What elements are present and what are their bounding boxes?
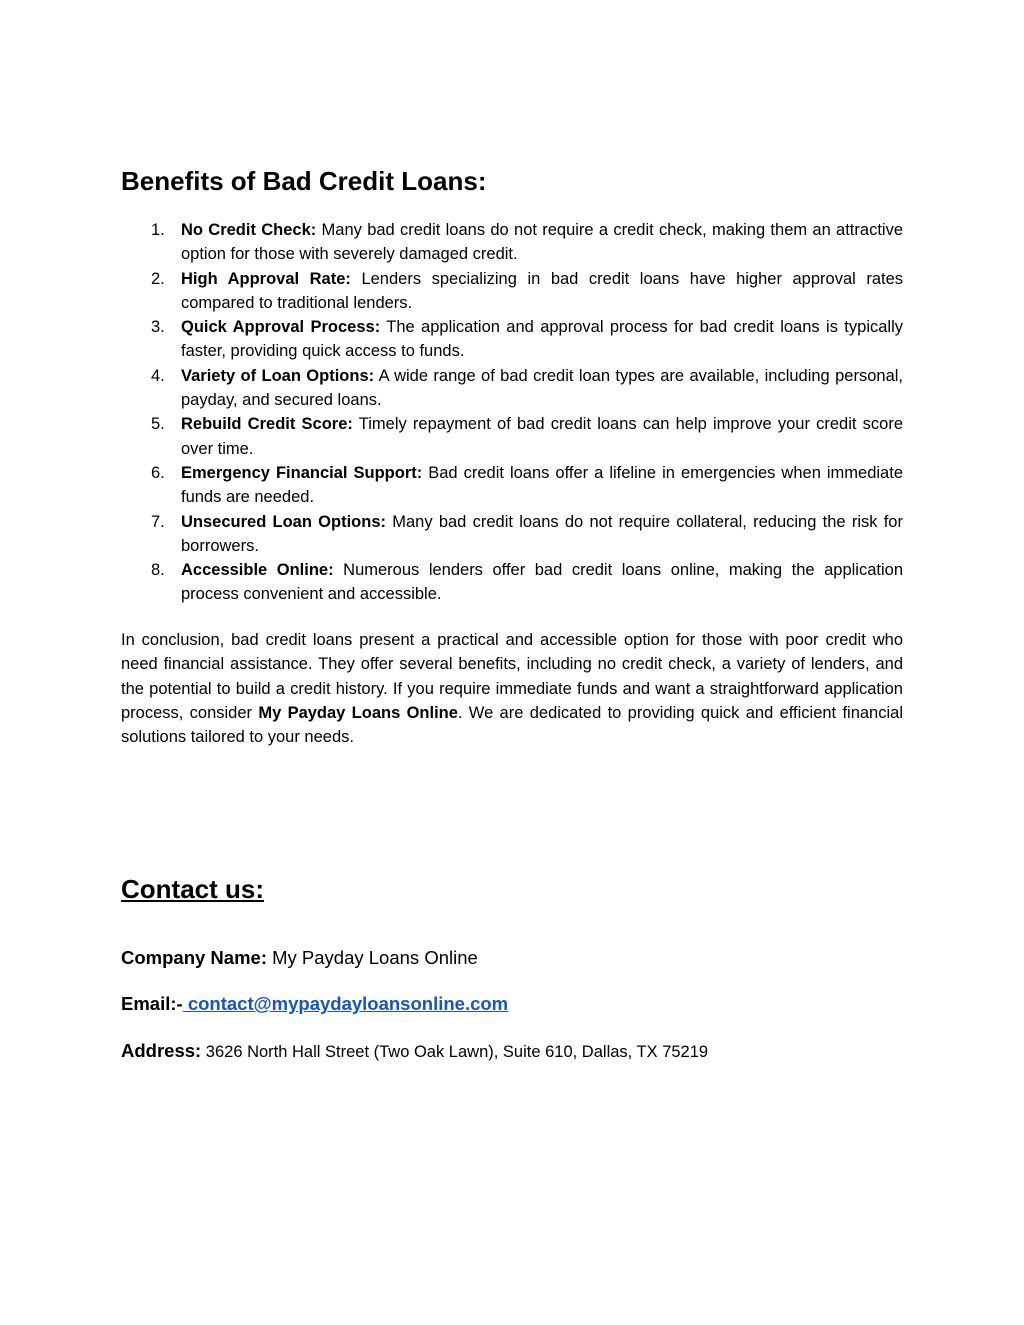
list-item-term: Variety of Loan Options: bbox=[181, 366, 375, 385]
list-item-text: Lenders specializing in bad credit loans have higher approval rates compared to traditional lenders. bbox=[181, 269, 904, 312]
email-label: Email:- bbox=[121, 993, 183, 1014]
conclusion-brand: My Payday Loans Online bbox=[258, 703, 458, 722]
list-item-text: The application and approval process for bad credit loans is typically faster, providing quick access to funds. bbox=[181, 318, 903, 361]
list-item-term: High Approval Rate: bbox=[181, 269, 351, 288]
list-item bbox=[121, 461, 903, 510]
list-item-text: Timely repayment of bad credit loans can help improve your credit score over time. bbox=[181, 415, 903, 458]
company-line bbox=[121, 946, 478, 970]
list-item-number: 5. bbox=[151, 415, 165, 434]
company-label: Company Name: bbox=[121, 947, 267, 968]
benefits-heading: Benefits of Bad Credit Loans: bbox=[121, 166, 487, 196]
list-item-number: 8. bbox=[151, 561, 165, 580]
list-item-term: Rebuild Credit Score: bbox=[181, 415, 353, 434]
address-label: Address: bbox=[121, 1040, 202, 1061]
company-value: My Payday Loans Online bbox=[266, 947, 478, 968]
list-item-term: Quick Approval Process: bbox=[181, 318, 381, 337]
list-item-term: Unsecured Loan Options: bbox=[181, 512, 386, 531]
conclusion-text-before: In conclusion, bad credit loans present a practical and accessible option for those with poor credit who need financial assistance. They offer several benefits, including no credit check, a variety of lenders, and the potential to build a credit history. If you require immediate funds and want a straightforward application process, consider bbox=[121, 631, 903, 722]
list-item bbox=[121, 315, 903, 364]
list-item-number: 4. bbox=[151, 366, 165, 385]
address-value: 3626 North Hall Street (Two Oak Lawn), Suite 610, Dallas, TX 75219 bbox=[201, 1043, 709, 1061]
list-item bbox=[121, 218, 903, 267]
benefits-list bbox=[121, 218, 903, 607]
list-item-number: 3. bbox=[151, 318, 165, 337]
list-item-number: 6. bbox=[151, 463, 165, 482]
list-item-text: Bad credit loans offer a lifeline in emergencies when immediate funds are needed. bbox=[181, 463, 903, 507]
list-item-text: Numerous lenders offer bad credit loans online, making the application process convenient and accessible. bbox=[181, 561, 904, 604]
list-item-term: No Credit Check: bbox=[181, 221, 317, 239]
conclusion-paragraph bbox=[121, 628, 903, 749]
list-item bbox=[121, 412, 903, 461]
list-item bbox=[121, 364, 903, 413]
list-item bbox=[121, 510, 903, 559]
email-line bbox=[121, 992, 508, 1016]
contact-heading: Contact us: bbox=[121, 874, 264, 904]
address-line bbox=[121, 1039, 708, 1064]
list-item-number: 7. bbox=[151, 512, 165, 531]
list-item-text: A wide range of bad credit loan types are available, including personal, payday, and secured loans. bbox=[181, 366, 904, 410]
list-item-number: 1. bbox=[151, 221, 165, 239]
list-item-text: Many bad credit loans do not require a credit check, making them an attractive option for those with severely damaged credit. bbox=[181, 221, 903, 264]
list-item bbox=[121, 267, 903, 316]
conclusion-text-after: . We are dedicated to providing quick and efficient financial solutions tailored to your needs. bbox=[121, 703, 903, 747]
list-item-term: Accessible Online: bbox=[181, 561, 334, 580]
list-item-term: Emergency Financial Support: bbox=[181, 463, 423, 482]
email-link[interactable]: contact@mypaydayloansonline.com bbox=[182, 993, 509, 1014]
list-item bbox=[121, 558, 903, 607]
list-item-text: Many bad credit loans do not require collateral, reducing the risk for borrowers. bbox=[181, 512, 903, 555]
list-item-number: 2. bbox=[151, 269, 165, 288]
